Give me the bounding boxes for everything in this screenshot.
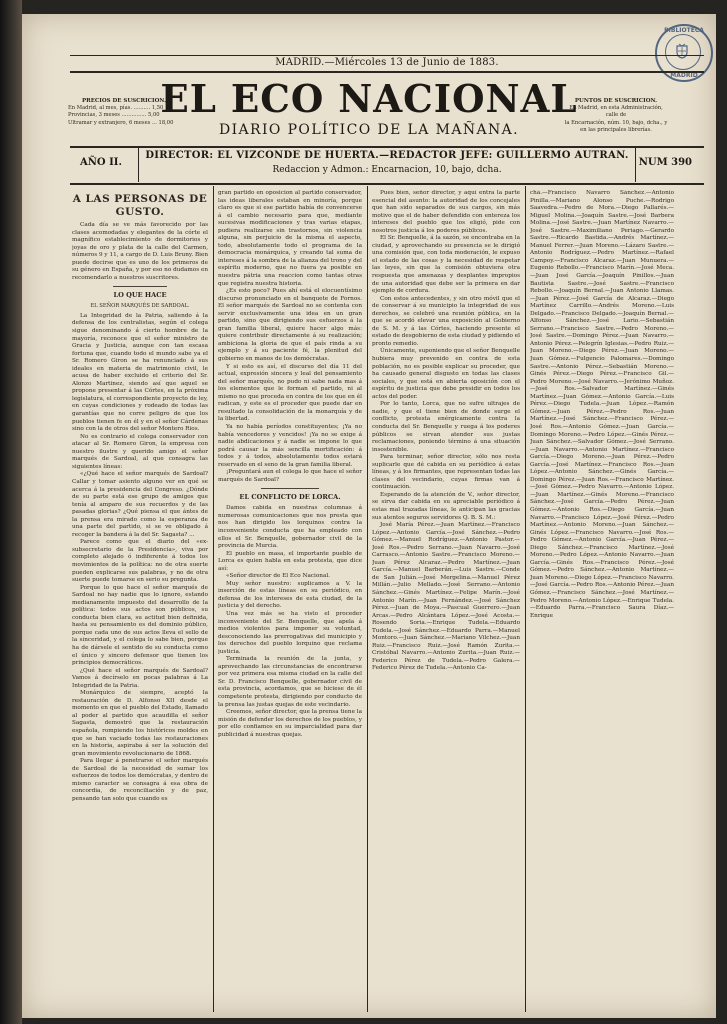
article-paragraph: Monárquico de siempre, aceptó la restauración de D. Alfonso XII desde el momento en que el pueblo del Estado, llamado al poder al partido que acaudilla el señor Sagasta, demostró que la restauración española, rompiendo los históricos moldes en que se han vaciado todas las restauraciones en la historia, aspiraba á ser la solución del gran movimiento revolucionario de 1868. [72,690,208,757]
article-separator [113,286,167,287]
article-paragraph: «Señor director de El Eco Nacional. [226,573,330,580]
column-1 [72,190,208,1010]
article-paragraph: Terminada la reunión de la junta, y aprovechando las circunstancias de encontrarse por vez primera esa misma ciudad en la calle del Sr. D. Francisco Benquelle, gobernador civil de esta provincia, acordamos, que se hiciese de él competente protesta, dirigiendo por conducto de la prensa las justas quejas de este vecindario. [218,656,362,708]
article-title: A LAS PERSONAS DE GUSTO. [72,193,208,218]
article-paragraph: Muy señor nuestro: suplicamos a V. la inserción de estas líneas en su periódico, en defensa de los intereses de esta ciudad, de la justicia y del derecho. [218,580,362,610]
article-paragraph: «¿Qué hace el señor marqués de Sardoal? Callar y tomar asiento alguno ver en qué se acerca á la presidencia del Congreso. ¿Dónde de su parte está ese grupo de amigos que tenía al amparo de sus recuerdos y de las pasadas glorias? ¿Qué piensa el que ántes de la prensa era mirado como la esperanza de una parte del partido, si se ve obligado á recoger la bandera á la del Sr. Sagasta? ... [72,471,208,538]
director-line: DIRECTOR: EL VIZCONDE DE HUERTA.—REDACTOR JEFE: GUILLERMO AUTRAN. [145,150,629,161]
article-paragraph: Esperando de la atención de V., señor director, se sirva dar cabida en su apreciable periódico á estas mal trazadas líneas, le anticipan las gracias sus atentos seguros servidores Q. B. S. M.: [372,491,520,521]
price-line: Ultramar y extranjero, 6 meses ... 18,00 [68,119,174,126]
price-line: Provincias, 3 meses ............... 5,00 [68,112,160,119]
points-heading: PUNTOS DE SUSCRICION. [574,98,658,104]
info-bottom-rule [70,183,704,185]
article-paragraph: Para llegar á penetrarse el señor marqués de Sardoal de la necesidad de sumar los esfuerzos de todos los demócratas, y dentro de mismo caracter se consagra á esa obra de concordia, de reconciliación y de paz, pensando tan solo que cuando es [72,758,208,802]
section-heading: EL CONFLICTO DE LORCA. [239,493,341,502]
article-paragraph: Cada día se ve más favorecido por las clases acomodadas y elegantes de la córte el magnífico establecimiento de dormitorios y joyas de oro y plata de la calle del Carmen, números 9 y 11, a cargo de D. Luis Bruny. Bien puede decirse que es uno de los primeros de su género en España, y por eso no dudamos en recomendarlo a nuestros suscritores. [72,222,208,281]
top-rule [70,55,704,56]
article-paragraph: Una vez más se ha visto el proceder inconveniente del Sr. Benquelle, que apela á medios violentos para imponer su voluntad, desconociendo las prerrogativas del municipio y los derechos del pueblo lorquino que reclama justicia. [218,610,362,655]
article-paragraph: ¿Qué hace el señor marqués de Sardoal? Vamos á decírselo en pocas palabras á La Integridad de la Patria. [72,667,208,689]
points-line: la Encarnación, núm. 10, bajo, dcha., y [564,119,668,126]
article-paragraph: No es contrario el colega conservador con atacar al Sr. Romero Giron, la empresa con nuestro ilustre y querido amigo el señor marqués de Sardoal, al que consagra las siguientes líneas: [72,433,208,470]
article-paragraph: Creemos, señor director, que la prensa tiene la misión de defender los derechos de los pueblos, y por ello confiamos en su imparcialidad para dar publicidad á nuestras quejas. [218,709,362,738]
article-paragraph: La Integridad de la Patria, saliendo á la defensa de los centralistas, según el colega sigue denominando á cierto hombre de la mayoría, reconoce que el señor ministro de Gracia y Justicia, aunque con tan escasa fortuna que, cuando todo el mundo sabe ya el Sr. Romero Giron se ha renunciado á sus ideales en materia de matrimonio civil, le acusa de haber excluido el criterio del Sr. Alonzo Martinez, siendo así que aquel se propone presentar á las Córtes, en la próxima legislatura, el correspondiente proyecto de ley, en cuyas condiciones y rodeado de todas las garantías que no corre peligro de que los pueblos tienen fe en él y en el señor Cárdenas sino con la de otros del señor Montero Rios. [72,312,208,433]
masthead: EL ECO NACIONAL [160,76,578,121]
article-paragraph: gran partido en oposicion al partido conservador, las ideas liberales estaban en minoría, porque claro es que si ese partido había de convencerse á el cambio necesario para que, mediante sucesivas modificaciones y tras varias etapas, pudiera realizarse sin trastornos, sin violencia alguna, sin perjuicio de la misma el aspecto, todo, absolutamente todo el programa de la democracia monárquica, y creando tal suma de intereses á la sombra de la alianza del trono y del espíritu moderno, que no fuera ya posible en nuestra pátria una reaccion como tantas otras que registra nuestra historia. [218,190,362,287]
column-divider [367,186,368,1012]
article-paragraph: Parece como que el diario del «ex-subsecretario de la Presidencia», viva por completo alejado ó indiferente á todos los movimientos de la política: no de otra suerte pueden explicarse sus palabras, y no de otra suerte puede tomarse en serio su pregunta. [72,539,208,584]
stamp-bottom-text: MADRID [670,72,698,79]
price-line: En Madrid, al mes, pías. .......... 1,50 [68,105,164,112]
info-divider [635,148,636,182]
section-subheading: EL SEÑOR MARQUÉS DE SARDOAL. [90,303,190,310]
column-divider [213,186,214,1012]
points-line: en las principales librerías. [580,126,652,133]
stamp-top-text: BIBLIOTECA [664,27,704,34]
newspaper-page [22,14,716,1018]
article-paragraph: Pues bien, señor director, y aquí entra la parte esencial del asunto: la autoridad de los concejales que han sido separados de sus cargos, sin más motivo que el de haber defendido con entereza los intereses del pueblo que los eligió, pide con nosotros justicia á los poderes públicos. [372,190,520,234]
subtitle: DIARIO POLÍTICO DE LA MAÑANA. [218,122,520,138]
article-paragraph: Con estos antecedentes, y sin otro móvil que el de conservar á su municipio la integridad de sus derechos, se celebró una reunión pública, en la que se acordó elevar una exposición al Gobierno de S. M. y á las Córtes, haciendo presente el estado de desgobierno de esta ciudad y pidiendo el pronto remedio. [372,295,520,347]
info-bar [70,148,704,182]
article-separator [261,488,319,489]
article-paragraph: Damos cabida en nuestras columnas á numerosas comunicaciones que nos presta que nos han dirigido los lorquinos contra la inconveniente conducta que ha empleado con ellos el Sr. Benquelle, gobernador civil de la provincia de Murcia. [218,505,362,550]
dateline: MADRID.—Miércoles 13 de Junio de 1883. [275,57,499,68]
column-divider [525,186,526,1012]
article-paragraph: Y si esto es así, el discurso del día 11 del actual, expresión sincera y leal del pensamiento del señor marqués, no pudo ni sabe nada mas á los elementos que le forman el partido, ni al mismo no que proceda en contra de los que en él radican, y este es el proceder que puede dar en resultado la consolidación de la monarquía y de la libertad. [218,363,362,423]
dateline-rule [70,71,704,73]
article-paragraph: ¿Es esto poco? Pues ahí está el elocuentísimo discurso pronunciado en el banquete de Fornos. El señor marqués de Sardoal no se contenta con servir exclusivamente una idea en un gran partido, sino que dirigiendo sus esfuerzos á la gran familia liberal, quiere hacer algo más: quiere contribuir directamente á su realización; ambiciona la gloria de que el país rinda a su ejemplo y á su paciente fé, la plenitud del gobierno en manos de los demócratas. [218,288,362,363]
signatures-list: José María Pérez.—Juan Martínez.—Francisco López.—Antonio García.—José Sánchez.—Pedro Gómez.—Manuel Rodríguez.—Antonio Pastor.—José Ros.—Pedro Serrano.—Juan Navarro.—José Carrasco.—Antonio Sastre.—Francisco Moreno.—Juan Pérez Alcaraz.—Pedro Martínez.—Juan García.—Manuel Barberán.—Luis Sastre.—Conde de San Julián.—José Mergelina.—Manuel Pérez Millán.—Julio Mellado.—José Serrano.—Antonio Sánchez.—Ginés Martínez.—Felipe Marín.—José Antonio Marín.—Juan Fernández.—José Sánchez Pérez.—Juan de Moya.—Pascual Guerrero.—Juan Arcas.—Pedro Alcántara López.—José Acosta.—Rosendo Soria.—Enrique Tudela.—Eduardo Tudela.—José Sánchez.—Eduardo Parra.—Manuel Montoro.—Juan Sánchez.—Mariano Vilchez.—Juan Ruiz.—Francisco Ruiz.—José Ramón Zurita.—Cristóbal Navarro.—Antonio Zurita.—Juan Ruiz.—Federico Pérez de Tudela.—Pedro Galera.—Federico Pérez de Tudela.—Antonio Ca- [372,522,520,672]
article-paragraph: Únicamente, suponiendo que el señor Benquelle hubiera muy prevenido en contra de esta población, no es posible explicar su proceder, que ha causado general disgusto en todas las clases sociales, y que está en abierta oposición con el espíritu de justicia que debe presidir en todos los actos del poder. [372,348,520,400]
issue-number: NUM 390 [638,157,692,168]
article-paragraph: Para terminar, señor director, sólo nos resta suplicarle que dé cabida en su periódico á estas líneas, y á los firmantes, que representan todas las clases del vecindario, cuyas firmas van á continuación. [372,454,520,491]
issue-label: AÑO II. [80,157,122,168]
scan-binding-shadow [0,0,22,1024]
address-line: Redaccion y Admon.: Encarnacion, 10, bajo, dcha. [272,165,502,175]
column-3 [372,190,520,1010]
section-heading: LO QUE HACE [113,291,167,300]
prices-heading: PRECIOS DE SUSCRICION. [82,98,166,104]
column-2 [218,190,362,1010]
signatures-list: chá.—Francisco Navarro Sánchez.—Antonio Pinilla.—Mariano Alonso Puche.—Rodrigo Saavedra.—Pedro de Mora.—Diego Pallarés.—Miguel Molina.—Joaquín Sastre.—José Barbera Molina.—José Sastre.—Juan Martínez Navarro.—José Sastre.—Maximiliano Periago.—Gerardo Sastre.—Ricardo Bastida.—Andrés Martínez.—Manuel Ferrer.—Juan Moreno.—Lázaro Sastre.—Antonio Rodríguez.—Pedro Martínez.—Rafael Campoy.—Francisco Alcaraz.—Juan Munuera.—Eugenio Rebollo.—Francisco Marín.—José Meca.—Juan José García.—Joaquín Pinillos.—Juan Bautista Sastre.—José Sastre.—Francisco Rebollo.—Joaquín Bernal.—Juan Antonio Llamas.—Juan Pérez.—José García de Alcaraz.—Diego Martínez Carrillo.—Andrés Moreno.—Luis Delgado.—Francisco Delgado.—Joaquín Bernal.—Alfonso Sánchez.—José Lario.—Sebastián Serrano.—Francisco Sastre.—Pedro Moreno.—José Sastre.—Domingo Pérez.—Juan Navarro.—Antonio Pérez.—Pelegrín Iglesias.—Pedro Ruiz.—Juan Moreno.—Diego Pérez.—Juan Moreno.—Juan Gómez.—Fulgencio Palomares.—Domingo Sastre.—Antonio Pérez.—Sebastián Moreno.—Ginés Pérez.—Diego Pérez.—Francisco Gil.—Pedro Moreno.—José Navarro.—Jerónimo Muñoz.—José Ros.—Salvador Martínez.—Ginés Martínez.—Juan Gómez.—Antonio García.—Luis Pérez.—Diego Tudela.—Juan López.—Ramón Gómez.—Juan Pérez.—Pedro Ros.—Juan Martínez.—José Sánchez.—Francisco Pérez.—José Ros.—Antonio Gómez.—Juan García.—Domingo Moreno.—Pedro López.—Ginés Pérez.—Juan Sánchez.—Salvador Gómez.—José Serrano.—Juan Navarro.—Antonio Martínez.—Francisco García.—Diego Moreno.—Juan Pérez.—Pedro García.—José Martínez.—Francisco Ros.—Juan López.—Antonio Sánchez.—Ginés García.—Domingo Pérez.—Juan Ros.—Francisco Martínez.—José Gómez.—Pedro Navarro.—Antonio López.—Juan Martínez.—Ginés Moreno.—Francisco Sánchez.—José García.—Pedro Pérez.—Juan Gómez.—Antonio Ros.—Diego García.—Juan Navarro.—Francisco López.—José Pérez.—Pedro Martínez.—Antonio Moreno.—Juan Sánchez.—Ginés López.—Francisco Navarro.—José Ros.—Pedro Gómez.—Antonio García.—Juan Pérez.—Diego Sánchez.—Francisco Martínez.—José Moreno.—Pedro López.—Antonio Navarro.—Juan García.—Ginés Ros.—Francisco Pérez.—José Gómez.—Pedro Sánchez.—Antonio Martínez.—Juan Moreno.—Diego López.—Francisco Navarro.—José García.—Pedro Ros.—Antonio Pérez.—Juan Gómez.—Francisco Sánchez.—José Martínez.—Pedro Moreno.—Antonio López.—Enrique Tudela.—Eduardo Parra.—Francisco Saura Díaz.—Enrique [530,190,674,619]
article-paragraph: Por lo tanto, Lorca, que no sufre ultrajes de nadie, y que el tiene bien de donde surge el conflicto, protesta enérgicamente contra la conducta del Sr. Benquelle y ruega á los poderes públicos se sirvan atender sus justas reclamaciones, poniendo término á una situación insostenible. [372,401,520,453]
library-stamp [655,24,713,82]
column-4 [530,190,674,1010]
article-paragraph: Ya no había períodos constituyentes; ¡Ya no había vencedores y vencidos! ¡Ya no se exige á nadie abdicaciones y á nadie se impone lo que podrá causar la más sencilla mortificación: á todos y á todos, absolutamente todos estará reservado en el seno de la gran familia liberal. [218,423,362,468]
points-line: En Madrid, en esta Administración, calle de [569,105,663,119]
article-paragraph: ¡Preguntará aun el colega lo que hace el señor marqués de Sardoal? [218,469,362,483]
article-paragraph: Porque lo que hace el señor marqués de Sardoal no hay nadie que lo ignore, estando medianamente impuesto del desarrollo de la política: todos sus actos son públicos, su conducta bien clara, su actitud bien definida, hasta su pensamiento es del dominio público, porque cada uno de sus actos lleva el sello de la sinceridad, y el colega lo sabe bien, porque ha de dársele el sentido de su conducta como el único y sincero defensor que tienen los principios democráticos. [72,584,208,667]
article-paragraph: El pueblo en masa, el importante pueblo de Lorca es quien habla en esta protesta, que dice así: [218,550,362,572]
article-paragraph: El Sr. Benquelle, á la sazón, se encontraba en la ciudad, y aprovechando su presencia se le dirigió una comisión que, con toda moderación, le expuso el estado de las cosas y la necesidad de respetar las leyes, sin que la comisión obtuviera otra respuesta que amenazas y desplantes impropios de una autoridad que debe ser la primera en dar ejemplo de cordura. [372,235,520,295]
